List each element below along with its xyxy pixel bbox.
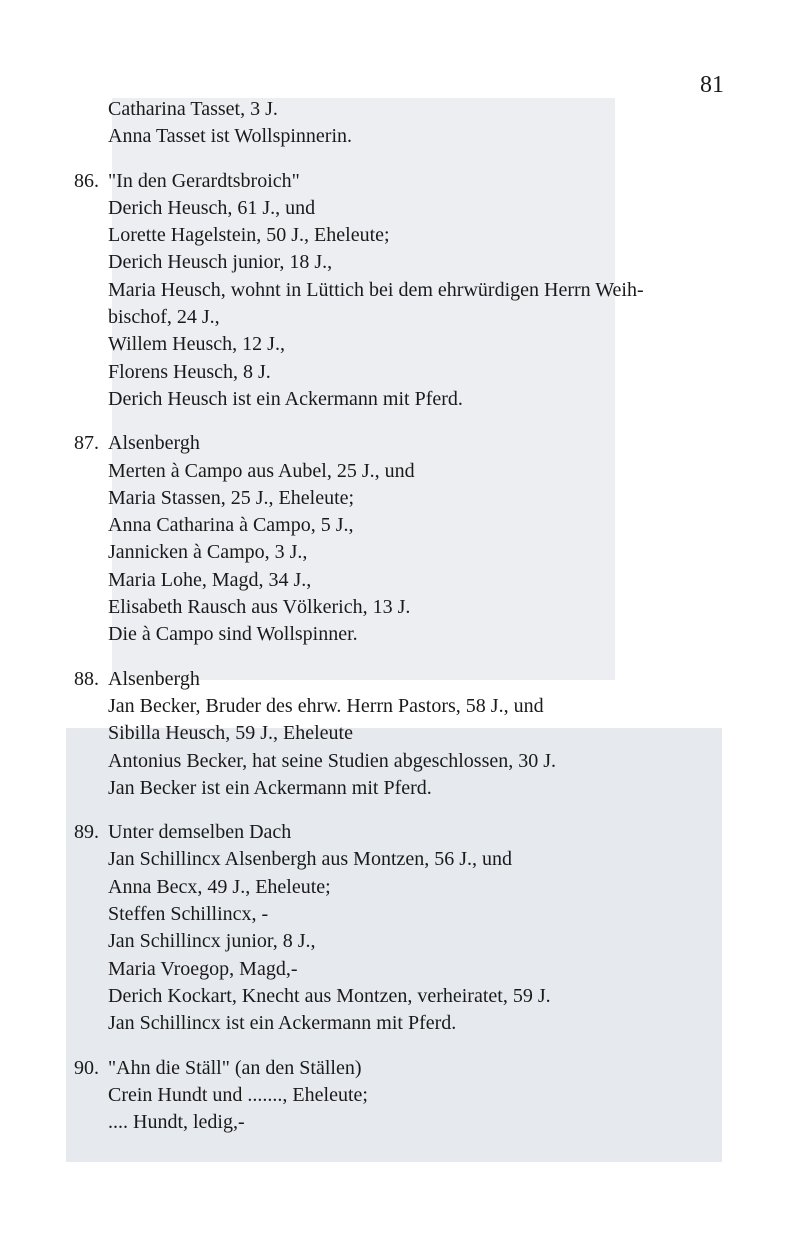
- entry-line: Jan Schillincx junior, 8 J.,: [108, 930, 316, 953]
- entry-number: 86.: [74, 169, 99, 192]
- household-entry: [0, 96, 800, 151]
- entry-number: 89.: [74, 821, 99, 844]
- entry-heading: Alsenbergh: [108, 432, 200, 455]
- entry-line: bischof, 24 J.,: [108, 306, 220, 329]
- entry-line: .... Hundt, ledig,-: [108, 1111, 245, 1134]
- entry-line: Maria Lohe, Magd, 34 J.,: [108, 568, 312, 591]
- entry-line: Jan Becker, Bruder des ehrw. Herrn Pastors, 58 J., und: [108, 694, 544, 717]
- entry-line: Maria Stassen, 25 J., Eheleute;: [108, 486, 355, 509]
- entry-line: Florens Heusch, 8 J.: [108, 360, 271, 383]
- household-entry: [0, 430, 800, 648]
- entry-gap: [0, 1038, 800, 1055]
- entry-list: [0, 96, 800, 1136]
- entry-line: Anna Tasset ist Wollspinnerin.: [108, 125, 353, 148]
- entry-number: 90.: [74, 1056, 99, 1079]
- entry-line: Lorette Hagelstein, 50 J., Eheleute;: [108, 224, 390, 247]
- entry-gap: [0, 802, 800, 819]
- entry-line: Anna Catharina à Campo, 5 J.,: [108, 514, 354, 537]
- household-entry: [0, 168, 800, 414]
- entry-line: Merten à Campo aus Aubel, 25 J., und: [108, 459, 415, 482]
- entry-line: Maria Vroegop, Magd,-: [108, 957, 298, 980]
- entry-line: Jan Schillincx Alsenbergh aus Montzen, 56 J., und: [108, 848, 513, 871]
- entry-heading: Unter demselben Dach: [108, 821, 292, 844]
- entry-line: Maria Heusch, wohnt in Lüttich bei dem ehrwürdigen Herrn Weih-: [108, 278, 644, 301]
- entry-line: Derich Kockart, Knecht aus Montzen, verheiratet, 59 J.: [108, 984, 551, 1007]
- entry-gap: [0, 413, 800, 430]
- entry-line: Derich Heusch junior, 18 J.,: [108, 251, 333, 274]
- entry-line: Derich Heusch, 61 J., und: [108, 196, 316, 219]
- entry-number: 87.: [74, 432, 99, 455]
- entry-line: Steffen Schillincx, -: [108, 903, 269, 926]
- entry-line: Antonius Becker, hat seine Studien abgeschlossen, 30 J.: [108, 749, 557, 772]
- entry-heading: "Ahn die Ställ" (an den Ställen): [108, 1056, 362, 1079]
- entry-line: Jannicken à Campo, 3 J.,: [108, 541, 308, 564]
- household-entry: [0, 819, 800, 1037]
- entry-line: Willem Heusch, 12 J.,: [108, 333, 285, 356]
- entry-line: Derich Heusch ist ein Ackermann mit Pferd.: [108, 387, 463, 410]
- entry-heading: "In den Gerardtsbroich": [108, 169, 300, 192]
- entry-number: 88.: [74, 667, 99, 690]
- entry-gap: [0, 649, 800, 666]
- entry-gap: [0, 151, 800, 168]
- entry-heading: Alsenbergh: [108, 667, 200, 690]
- entry-line: Die à Campo sind Wollspinner.: [108, 623, 358, 646]
- entry-line: Crein Hundt und ......., Eheleute;: [108, 1083, 368, 1106]
- entry-line: Anna Becx, 49 J., Eheleute;: [108, 875, 331, 898]
- entry-line: Elisabeth Rausch aus Völkerich, 13 J.: [108, 596, 411, 619]
- entry-line: Jan Schillincx ist ein Ackermann mit Pferd.: [108, 1012, 457, 1035]
- entry-line: Jan Becker ist ein Ackermann mit Pferd.: [108, 776, 432, 799]
- page-number: 81: [700, 72, 724, 98]
- household-entry: [0, 666, 800, 802]
- entry-line: Sibilla Heusch, 59 J., Eheleute: [108, 722, 353, 745]
- entry-line: Catharina Tasset, 3 J.: [108, 98, 278, 120]
- household-entry: [0, 1055, 800, 1137]
